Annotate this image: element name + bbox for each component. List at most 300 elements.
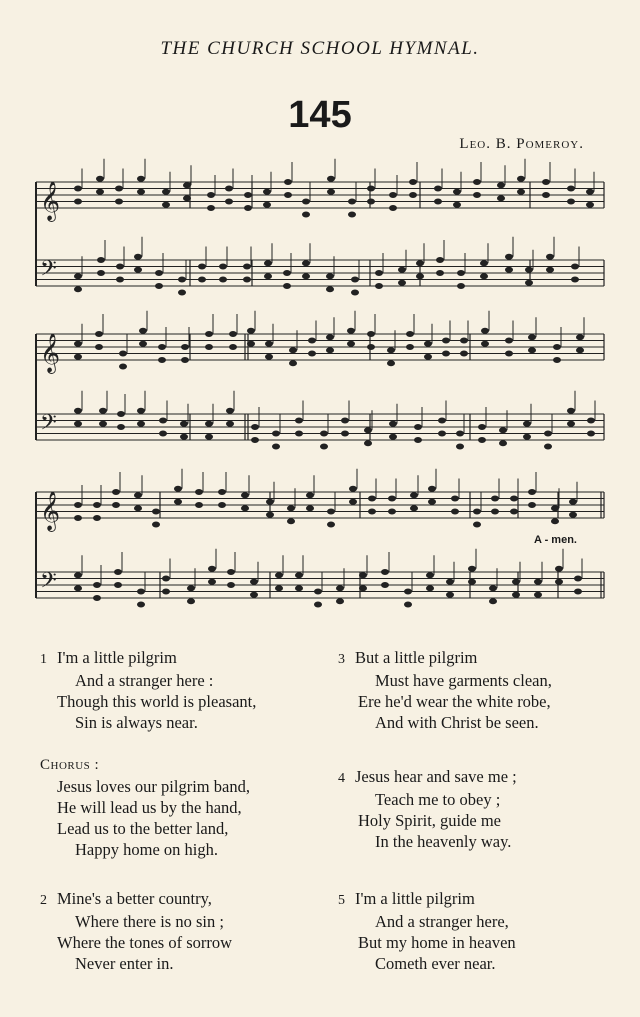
note-head xyxy=(137,189,145,195)
note-head xyxy=(180,421,188,427)
note-head xyxy=(139,328,147,334)
note-head xyxy=(446,592,454,598)
note-head xyxy=(525,280,533,286)
note-head xyxy=(162,189,170,195)
note-head xyxy=(389,205,397,211)
note-head xyxy=(512,579,520,585)
note-head xyxy=(571,277,579,283)
note-head xyxy=(367,199,375,205)
note-head xyxy=(198,277,206,283)
note-head xyxy=(302,199,310,205)
note-head xyxy=(567,199,575,205)
note-head xyxy=(434,199,442,205)
note-head xyxy=(263,189,271,195)
note-head xyxy=(225,199,233,205)
note-head xyxy=(375,270,383,276)
note-head xyxy=(574,576,582,582)
note-head xyxy=(586,189,594,195)
verse-line: Must have garments clean, xyxy=(375,671,552,690)
note-head xyxy=(218,489,226,495)
note-head xyxy=(348,199,356,205)
note-head xyxy=(387,347,395,353)
note-head xyxy=(442,351,450,357)
note-head xyxy=(287,505,295,511)
note-head xyxy=(95,344,103,350)
note-head xyxy=(243,277,251,283)
note-head xyxy=(453,202,461,208)
note-head xyxy=(428,486,436,492)
note-head xyxy=(510,509,518,515)
note-head xyxy=(389,434,397,440)
note-head xyxy=(187,585,195,591)
note-head xyxy=(586,202,594,208)
verse-3 xyxy=(338,647,552,733)
note-head xyxy=(115,199,123,205)
note-head xyxy=(74,354,82,360)
note-head xyxy=(137,421,145,427)
note-head xyxy=(388,509,396,515)
note-head xyxy=(456,431,464,437)
note-head xyxy=(205,421,213,427)
note-head xyxy=(453,189,461,195)
treble-clef-icon: 𝄞 xyxy=(40,491,61,531)
note-head xyxy=(349,499,357,505)
note-head xyxy=(314,602,322,608)
note-head xyxy=(457,270,465,276)
note-head xyxy=(446,579,454,585)
verse-line: Where the tones of sorrow xyxy=(57,933,233,952)
note-head xyxy=(158,357,166,363)
verse-2 xyxy=(40,888,232,974)
note-head xyxy=(523,434,531,440)
note-head xyxy=(295,418,303,424)
note-head xyxy=(295,572,303,578)
note-head xyxy=(137,589,145,595)
note-head xyxy=(227,569,235,575)
note-head xyxy=(112,489,120,495)
note-head xyxy=(574,589,582,595)
treble-clef-icon: 𝄞 xyxy=(40,333,61,373)
note-head xyxy=(155,283,163,289)
note-head xyxy=(409,179,417,185)
note-head xyxy=(99,408,107,414)
note-head xyxy=(97,270,105,276)
verse-line: Cometh ever near. xyxy=(375,954,496,973)
bass-clef-icon: 𝄢 xyxy=(40,410,57,441)
note-head xyxy=(115,186,123,192)
note-head xyxy=(74,199,82,205)
note-head xyxy=(510,496,518,502)
note-head xyxy=(456,444,464,450)
note-head xyxy=(478,424,486,430)
composer-credit: Leo. B. Pomeroy. xyxy=(459,136,584,152)
note-head xyxy=(250,592,258,598)
note-head xyxy=(436,257,444,263)
note-head xyxy=(404,602,412,608)
note-head xyxy=(284,179,292,185)
note-head xyxy=(438,418,446,424)
note-head xyxy=(451,496,459,502)
note-head xyxy=(302,273,310,279)
note-head xyxy=(283,270,291,276)
note-head xyxy=(364,440,372,446)
verse-line: Though this world is pleasant, xyxy=(57,692,257,711)
note-head xyxy=(434,186,442,192)
note-head xyxy=(327,522,335,528)
note-head xyxy=(534,592,542,598)
verse-line: Sin is always near. xyxy=(75,713,198,732)
note-head xyxy=(178,277,186,283)
note-head xyxy=(208,566,216,572)
page-header: THE CHURCH SCHOOL HYMNAL. xyxy=(160,38,480,59)
note-head xyxy=(139,341,147,347)
note-head xyxy=(406,331,414,337)
note-head xyxy=(96,176,104,182)
verse-line: Ere he'd wear the white robe, xyxy=(358,692,551,711)
note-head xyxy=(112,502,120,508)
note-head xyxy=(414,437,422,443)
verse-line: In the heavenly way. xyxy=(375,832,512,851)
note-head xyxy=(272,444,280,450)
verse-line: And with Christ be seen. xyxy=(375,713,539,732)
note-head xyxy=(336,598,344,604)
note-head xyxy=(341,431,349,437)
note-head xyxy=(207,205,215,211)
note-head xyxy=(528,502,536,508)
note-head xyxy=(137,176,145,182)
note-head xyxy=(306,492,314,498)
note-head xyxy=(375,283,383,289)
bass-clef-icon: 𝄢 xyxy=(40,256,57,287)
note-head xyxy=(451,509,459,515)
note-head xyxy=(480,260,488,266)
note-head xyxy=(263,202,271,208)
note-head xyxy=(195,489,203,495)
note-head xyxy=(198,264,206,270)
verse-line: Mine's a better country, xyxy=(57,889,212,908)
note-head xyxy=(336,585,344,591)
note-head xyxy=(505,338,513,344)
note-head xyxy=(302,260,310,266)
note-head xyxy=(326,286,334,292)
note-head xyxy=(473,522,481,528)
treble-clef-icon: 𝄞 xyxy=(40,181,61,221)
note-head xyxy=(306,505,314,511)
verse-line: And a stranger here : xyxy=(75,671,214,690)
verse-line: Lead us to the better land, xyxy=(57,819,229,838)
note-head xyxy=(95,331,103,337)
note-head xyxy=(381,582,389,588)
note-head xyxy=(174,499,182,505)
verse-line: And a stranger here, xyxy=(375,912,509,931)
note-head xyxy=(525,267,533,273)
note-head xyxy=(576,334,584,340)
note-head xyxy=(409,192,417,198)
note-head xyxy=(93,515,101,521)
note-head xyxy=(320,431,328,437)
note-head xyxy=(381,569,389,575)
verse-number: 5 xyxy=(338,893,345,908)
note-head xyxy=(505,254,513,260)
note-head xyxy=(326,273,334,279)
note-head xyxy=(442,338,450,344)
note-head xyxy=(93,595,101,601)
verse-4 xyxy=(338,766,517,852)
note-head xyxy=(478,437,486,443)
note-head xyxy=(497,182,505,188)
note-head xyxy=(155,270,163,276)
note-head xyxy=(351,277,359,283)
note-head xyxy=(457,283,465,289)
verse-line: Happy home on high. xyxy=(75,840,218,859)
note-head xyxy=(96,189,104,195)
note-head xyxy=(341,418,349,424)
note-head xyxy=(116,264,124,270)
note-head xyxy=(489,585,497,591)
note-head xyxy=(219,264,227,270)
note-head xyxy=(351,290,359,296)
note-head xyxy=(275,572,283,578)
note-head xyxy=(251,437,259,443)
note-head xyxy=(283,283,291,289)
note-head xyxy=(505,351,513,357)
note-head xyxy=(481,328,489,334)
verse-line: But my home in heaven xyxy=(358,933,516,952)
verse-number: 1 xyxy=(40,652,47,667)
note-head xyxy=(134,267,142,273)
note-head xyxy=(389,421,397,427)
note-head xyxy=(264,273,272,279)
verse-line: Jesus loves our pilgrim band, xyxy=(57,777,250,796)
verse-line: Never enter in. xyxy=(75,954,174,973)
note-head xyxy=(347,328,355,334)
note-head xyxy=(93,502,101,508)
note-head xyxy=(326,347,334,353)
note-head xyxy=(436,270,444,276)
note-head xyxy=(406,344,414,350)
note-head xyxy=(229,344,237,350)
verse-line: But a little pilgrim xyxy=(355,648,478,667)
note-head xyxy=(364,427,372,433)
note-head xyxy=(542,192,550,198)
note-head xyxy=(241,492,249,498)
note-head xyxy=(389,192,397,198)
note-head xyxy=(178,290,186,296)
note-head xyxy=(74,421,82,427)
note-head xyxy=(287,518,295,524)
note-head xyxy=(460,351,468,357)
note-head xyxy=(119,351,127,357)
note-head xyxy=(517,189,525,195)
note-head xyxy=(244,192,252,198)
note-head xyxy=(327,189,335,195)
note-head xyxy=(398,267,406,273)
note-head xyxy=(546,267,554,273)
note-head xyxy=(426,572,434,578)
note-head xyxy=(426,585,434,591)
note-head xyxy=(247,328,255,334)
note-head xyxy=(367,186,375,192)
verse-line: I'm a little pilgrim xyxy=(355,889,475,908)
note-head xyxy=(308,338,316,344)
note-head xyxy=(97,257,105,263)
note-head xyxy=(460,338,468,344)
note-head xyxy=(424,354,432,360)
note-head xyxy=(388,496,396,502)
note-head xyxy=(162,589,170,595)
note-head xyxy=(398,280,406,286)
note-head xyxy=(473,192,481,198)
note-head xyxy=(275,585,283,591)
note-head xyxy=(289,347,297,353)
verse-1 xyxy=(40,647,256,733)
note-head xyxy=(348,212,356,218)
note-head xyxy=(528,347,536,353)
note-head xyxy=(555,566,563,572)
note-head xyxy=(181,344,189,350)
note-head xyxy=(569,512,577,518)
note-head xyxy=(226,408,234,414)
note-head xyxy=(187,598,195,604)
note-head xyxy=(468,566,476,572)
note-head xyxy=(74,515,82,521)
note-head xyxy=(205,344,213,350)
note-head xyxy=(137,602,145,608)
note-head xyxy=(74,572,82,578)
note-head xyxy=(349,486,357,492)
note-head xyxy=(327,176,335,182)
note-head xyxy=(491,509,499,515)
note-head xyxy=(205,434,213,440)
note-head xyxy=(499,427,507,433)
note-head xyxy=(438,431,446,437)
note-head xyxy=(93,582,101,588)
hymn-number: 145 xyxy=(288,94,352,136)
note-head xyxy=(528,489,536,495)
note-head xyxy=(295,431,303,437)
note-head xyxy=(265,341,273,347)
note-head xyxy=(159,418,167,424)
note-head xyxy=(264,260,272,266)
note-head xyxy=(473,179,481,185)
note-head xyxy=(137,408,145,414)
note-head xyxy=(162,576,170,582)
note-head xyxy=(226,421,234,427)
note-head xyxy=(116,277,124,283)
verse-line: Where there is no sin ; xyxy=(75,912,224,931)
note-head xyxy=(134,254,142,260)
note-head xyxy=(553,357,561,363)
amen-lyric: A - men. xyxy=(534,534,577,546)
note-head xyxy=(489,598,497,604)
note-head xyxy=(289,360,297,366)
note-head xyxy=(553,344,561,350)
note-head xyxy=(265,354,273,360)
note-head xyxy=(551,518,559,524)
note-head xyxy=(229,331,237,337)
note-head xyxy=(284,192,292,198)
note-head xyxy=(74,273,82,279)
note-head xyxy=(424,341,432,347)
note-head xyxy=(114,569,122,575)
note-head xyxy=(114,582,122,588)
note-head xyxy=(181,357,189,363)
note-head xyxy=(152,522,160,528)
note-head xyxy=(567,408,575,414)
note-head xyxy=(428,499,436,505)
bass-clef-icon: 𝄢 xyxy=(40,568,57,599)
note-head xyxy=(308,351,316,357)
note-head xyxy=(314,589,322,595)
note-head xyxy=(251,424,259,430)
note-head xyxy=(74,502,82,508)
note-head xyxy=(468,579,476,585)
note-head xyxy=(162,202,170,208)
note-head xyxy=(119,364,127,370)
note-head xyxy=(158,344,166,350)
note-head xyxy=(544,444,552,450)
verse-number: 2 xyxy=(40,893,47,908)
verse-line: He will lead us by the hand, xyxy=(57,798,242,817)
verse-number: 4 xyxy=(338,771,345,786)
note-head xyxy=(576,347,584,353)
note-head xyxy=(368,496,376,502)
note-head xyxy=(272,431,280,437)
verse-line: Jesus hear and save me ; xyxy=(355,767,517,786)
note-head xyxy=(225,186,233,192)
note-head xyxy=(499,440,507,446)
note-head xyxy=(195,502,203,508)
note-head xyxy=(227,582,235,588)
note-head xyxy=(174,486,182,492)
note-head xyxy=(546,254,554,260)
note-head xyxy=(302,212,310,218)
note-head xyxy=(74,341,82,347)
note-head xyxy=(326,334,334,340)
note-head xyxy=(208,579,216,585)
note-head xyxy=(528,334,536,340)
note-head xyxy=(367,344,375,350)
verse-line: Teach me to obey ; xyxy=(375,790,501,809)
note-head xyxy=(74,286,82,292)
note-head xyxy=(205,331,213,337)
note-head xyxy=(542,179,550,185)
note-head xyxy=(320,444,328,450)
note-head xyxy=(480,273,488,279)
note-head xyxy=(587,418,595,424)
note-head xyxy=(347,341,355,347)
note-head xyxy=(74,585,82,591)
verse-5 xyxy=(338,888,516,974)
chorus-label: Chorus : xyxy=(40,757,100,773)
note-head xyxy=(569,499,577,505)
note-head xyxy=(241,505,249,511)
note-head xyxy=(410,505,418,511)
note-head xyxy=(414,424,422,430)
note-head xyxy=(517,176,525,182)
verse-line: Holy Spirit, guide me xyxy=(358,811,501,830)
note-head xyxy=(243,264,251,270)
verse-line: I'm a little pilgrim xyxy=(57,648,177,667)
note-head xyxy=(587,431,595,437)
note-head xyxy=(481,341,489,347)
note-head xyxy=(180,434,188,440)
note-head xyxy=(207,192,215,198)
note-head xyxy=(571,264,579,270)
note-head xyxy=(555,579,563,585)
note-head xyxy=(219,277,227,283)
note-head xyxy=(117,411,125,417)
